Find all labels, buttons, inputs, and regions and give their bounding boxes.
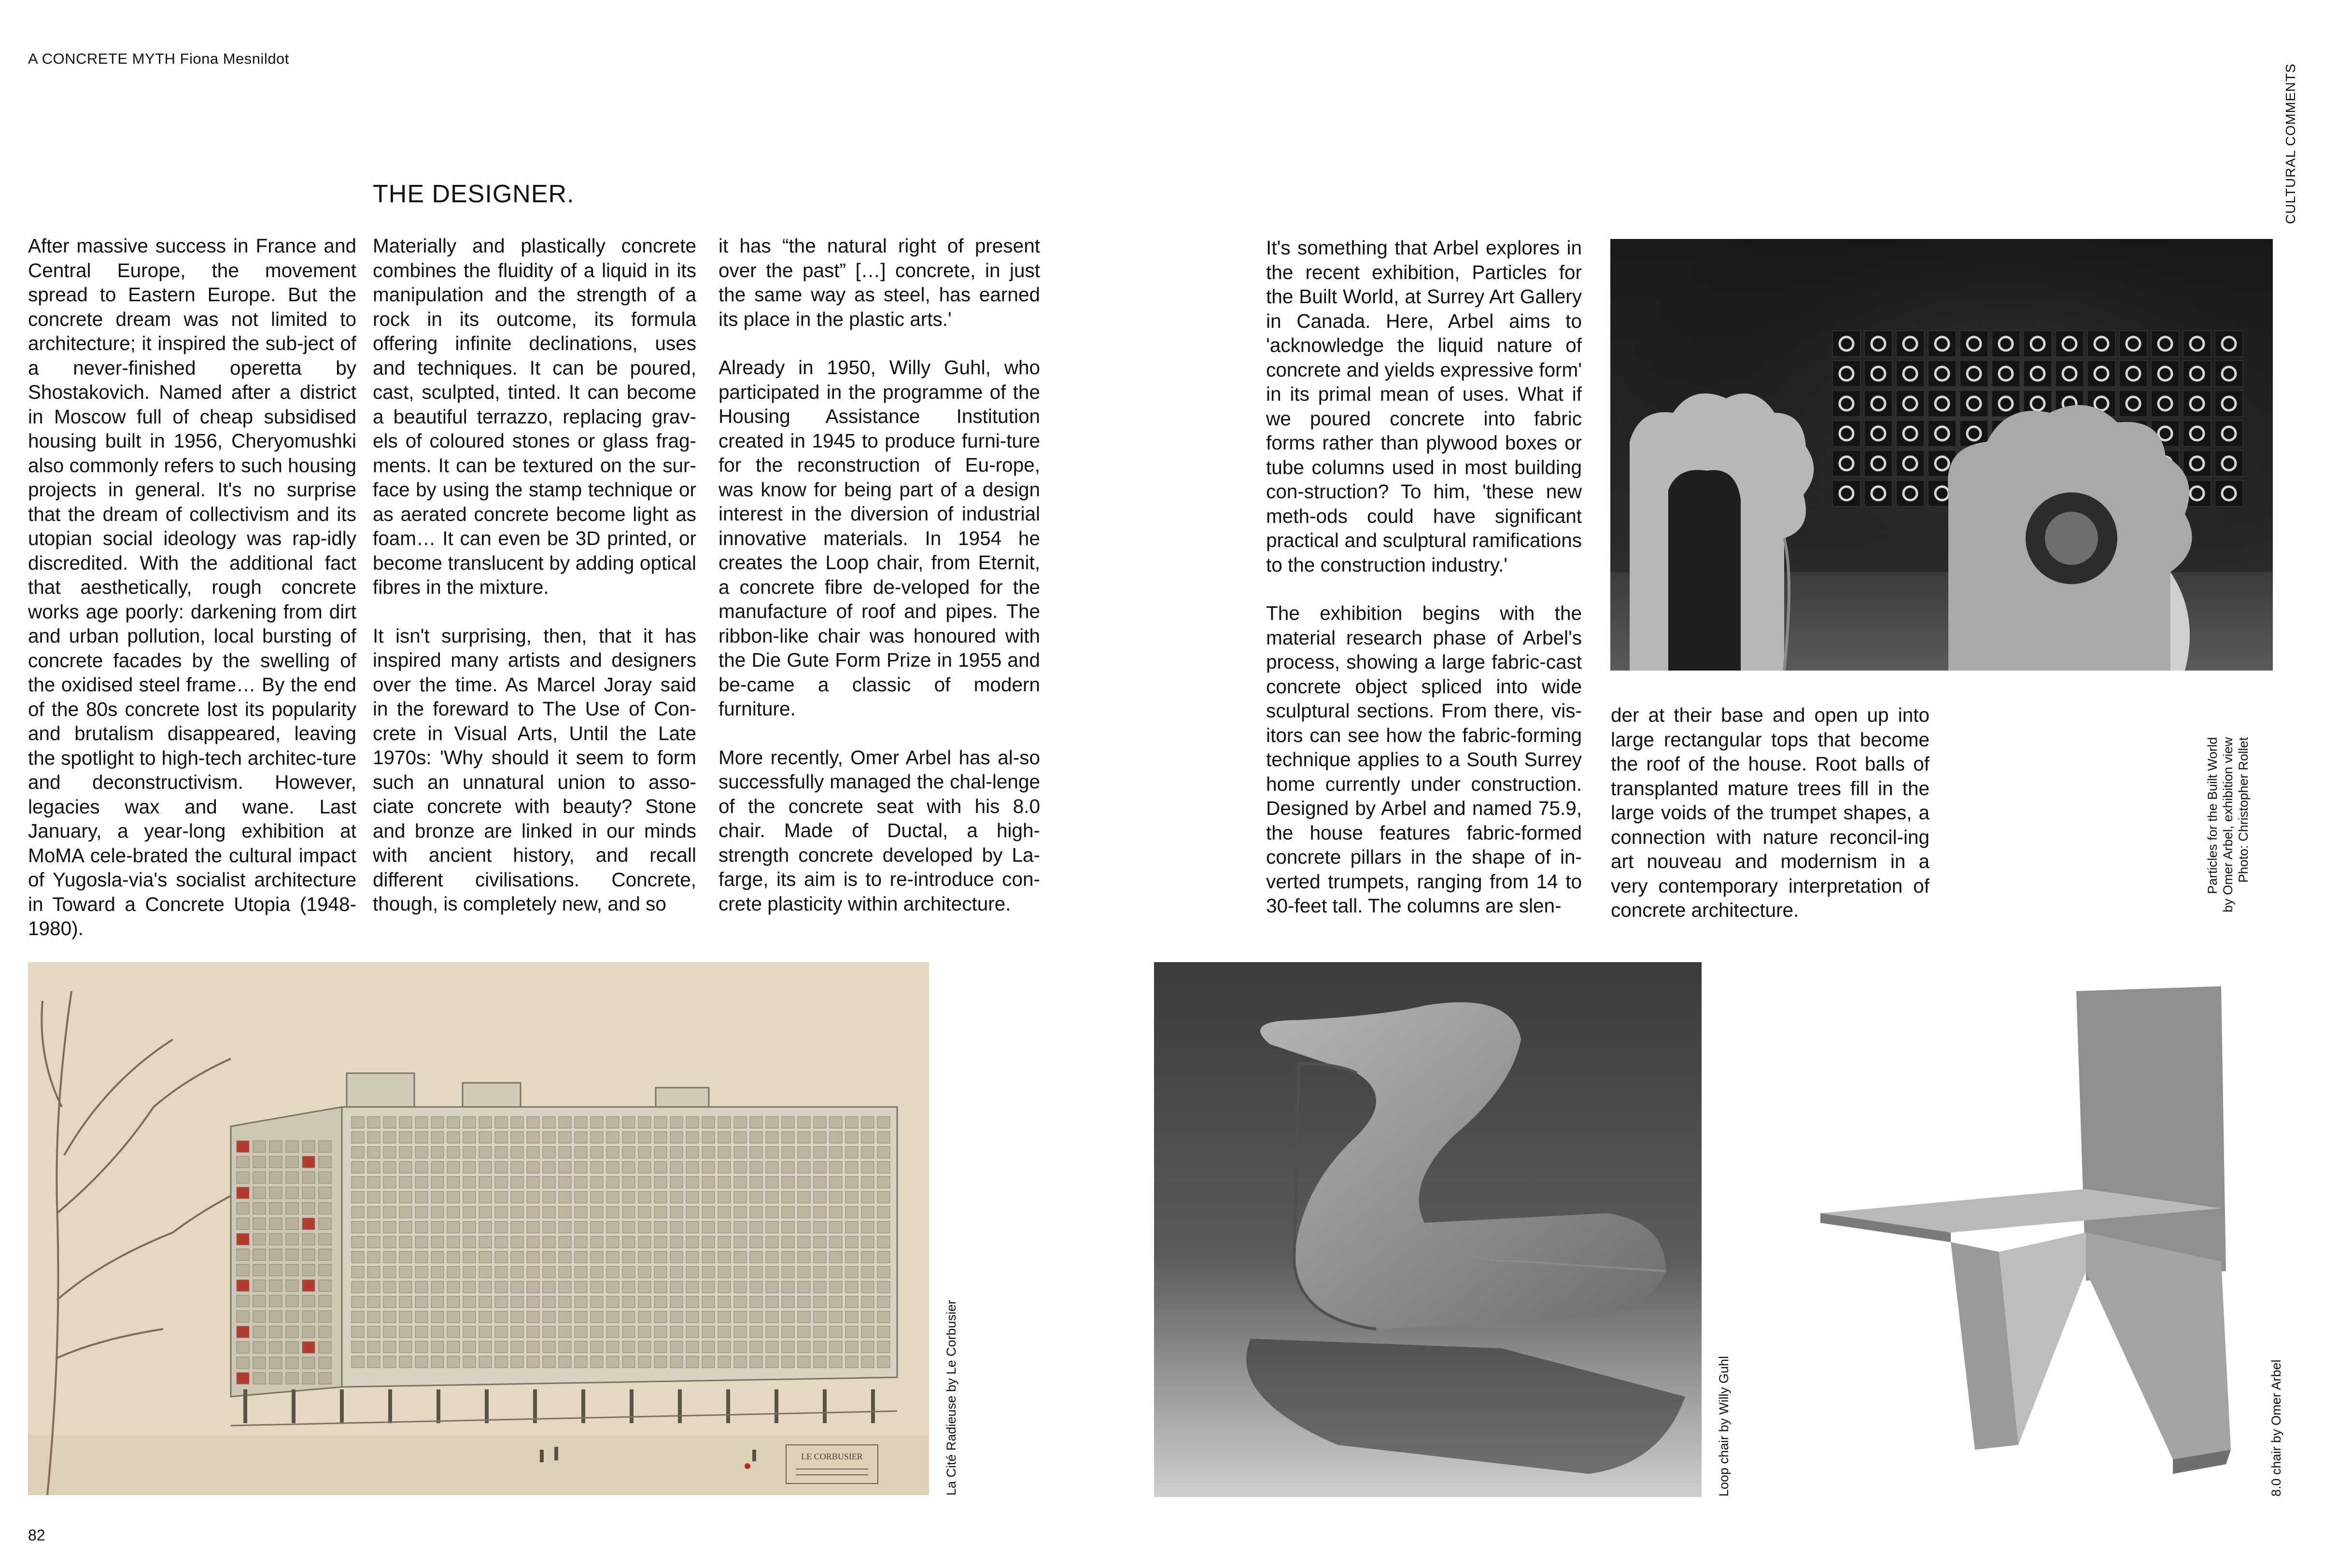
arbel-caption — [2265, 1342, 2284, 1497]
caption-line: by Omer Arbel, exhibition view — [2221, 737, 2235, 912]
loop-chair-photo — [1154, 962, 1702, 1497]
paragraph: More recently, Omer Arbel has al-so successfully managed the chal-lenge of the concrete seat with his 8.0 chair. Made of Ductal, a high-strength concrete developed by La-farge, its aim is to re-introduce con-crete plasticity within architecture. — [718, 746, 1040, 915]
running-head: A CONCRETE MYTH Fiona Mesnildot — [28, 50, 289, 67]
paragraph: der at their base and open up into large rectangular tops that become the roof of the house. Root balls of transplanted mature trees fill in the large voids of the trumpet shapes, a connection with nature reconcil-ing art nouveau and modernism in a very contemporary interpretation of concrete architecture. — [1611, 704, 1930, 921]
caption-line: Photo: Christopher Rollet — [2236, 737, 2251, 883]
text-column-2 — [373, 234, 696, 916]
text-column-1 — [28, 234, 356, 941]
section-tag — [2283, 60, 2302, 224]
paragraph: it has “the natural right of present over the past” […] concrete, in just the same way as steel, has earned its place in the plastic arts.' — [718, 235, 1040, 330]
paragraph: It isn't surprising, then, that it has inspired many artists and designers over the time. As Marcel Joray said in the foreward to The Use of Con-crete in Visual Arts, Until the Late 1970s: 'Why should it seem to form such an unnatural union to asso-ciate concrete with beauty? Stone and bronze are linked in our minds with ancient history, and recall different civilisations. Concrete, though, is completely new, and so — [373, 624, 696, 915]
plate-label: LE CORBUSIER — [801, 1452, 863, 1461]
exhibition-photo — [1610, 239, 2273, 671]
paragraph: Already in 1950, Willy Guhl, who participated in the programme of the Housing Assistance Institution created in 1945 to produce furni-ture for the reconstruction of Eu-rope, was know for being part of a design interest in the diversion of industrial innovative materials. In 1954 he creates the Loop chair, from Eternit, a concrete fibre de-veloped for the manufacture of roof and pipes. The ribbon-like chair was honoured with the Die Gute Form Prize in 1955 and be-came a classic of modern furniture. — [718, 356, 1040, 720]
caption-line: Particles for the Built World — [2205, 737, 2220, 894]
caption-text: Loop chair by Willy Guhl — [1717, 1356, 1731, 1497]
caption-text: La Cité Radieuse by Le Corbusier — [944, 1300, 958, 1496]
cite-caption — [940, 1221, 959, 1496]
section-heading: THE DESIGNER. — [373, 180, 575, 208]
cite-radieuse-drawing — [28, 962, 929, 1495]
exhibition-caption — [2205, 676, 2251, 912]
page-number: 82 — [28, 1526, 45, 1544]
paragraph: The exhibition begins with the material research phase of Arbel's process, showing a large fabric-cast concrete object spliced into wide sculptural sections. From there, vis-itors can see how the fabric-forming technique applies to a South Surrey home currently under construction. Designed by Arbel and named 75.9, the house features fabric-formed concrete pillars in the shape of in-verted trumpets, ranging from 14 to 30-feet tall. The columns are slen- — [1266, 602, 1582, 917]
text-column-5 — [1611, 703, 1930, 923]
paragraph: After massive success in France and Central Europe, the movement spread to Eastern Europe. But the concrete dream was not limited to architecture; it inspired the sub-ject of a never-finished operetta by Shostakovich. Named after a district in Moscow full of cheap subsidised housing built in 1956, Cheryomushki also commonly refers to such housing projects in general. It's no surprise that the dream of collectivism and its utopian social ideology was rap-idly discredited. With the additional fact that aesthetically, rough concrete works age poorly: darkening from dirt and urban pollution, local bursting of concrete facades by the swelling of the oxidised steel frame… By the end of the 80s concrete lost its popularity and brutalism disappeared, leaving the spotlight to high-tech architec-ture and deconstructivism. However, legacies wax and wane. Last January, a year-long exhibition at MoMA cele-brated the cultural impact of Yugosla-via's socialist architecture in Toward a Concrete Utopia (1948-1980). — [28, 235, 356, 939]
arbel-chair-photo — [1748, 962, 2265, 1497]
section-tag-label: CULTURAL COMMENTS — [2283, 63, 2298, 224]
text-column-4 — [1266, 236, 1582, 918]
text-column-3 — [718, 234, 1040, 916]
loop-caption — [1712, 1332, 1732, 1497]
paragraph: It's something that Arbel explores in the recent exhibition, Particles for the Built World, at Surrey Art Gallery in Canada. Here, Arbel aims to 'acknowledge the liquid nature of concrete and yields expressive form' in its primal mean of uses. What if we poured concrete into fabric forms rather than plywood boxes or tube columns used in most building con-struction? To him, 'these new meth-ods could have significant practical and sculptural ramifications to the construction industry.' — [1266, 237, 1582, 576]
caption-text: 8.0 chair by Omer Arbel — [2269, 1359, 2283, 1497]
paragraph: Materially and plastically concrete combines the fluidity of a liquid in its manipulation and the strength of a rock in its outcome, its formula offering infinite declinations, uses and techniques. It can be poured, cast, sculpted, tinted. It can become a beautiful terrazzo, replacing grav-els of coloured stones or glass frag-ments. It can be textured on the sur-face by using the stamp technique or as aerated concrete become light as foam… It can even be 3D printed, or become translucent by adding optical fibres in the mixture. — [373, 235, 696, 598]
